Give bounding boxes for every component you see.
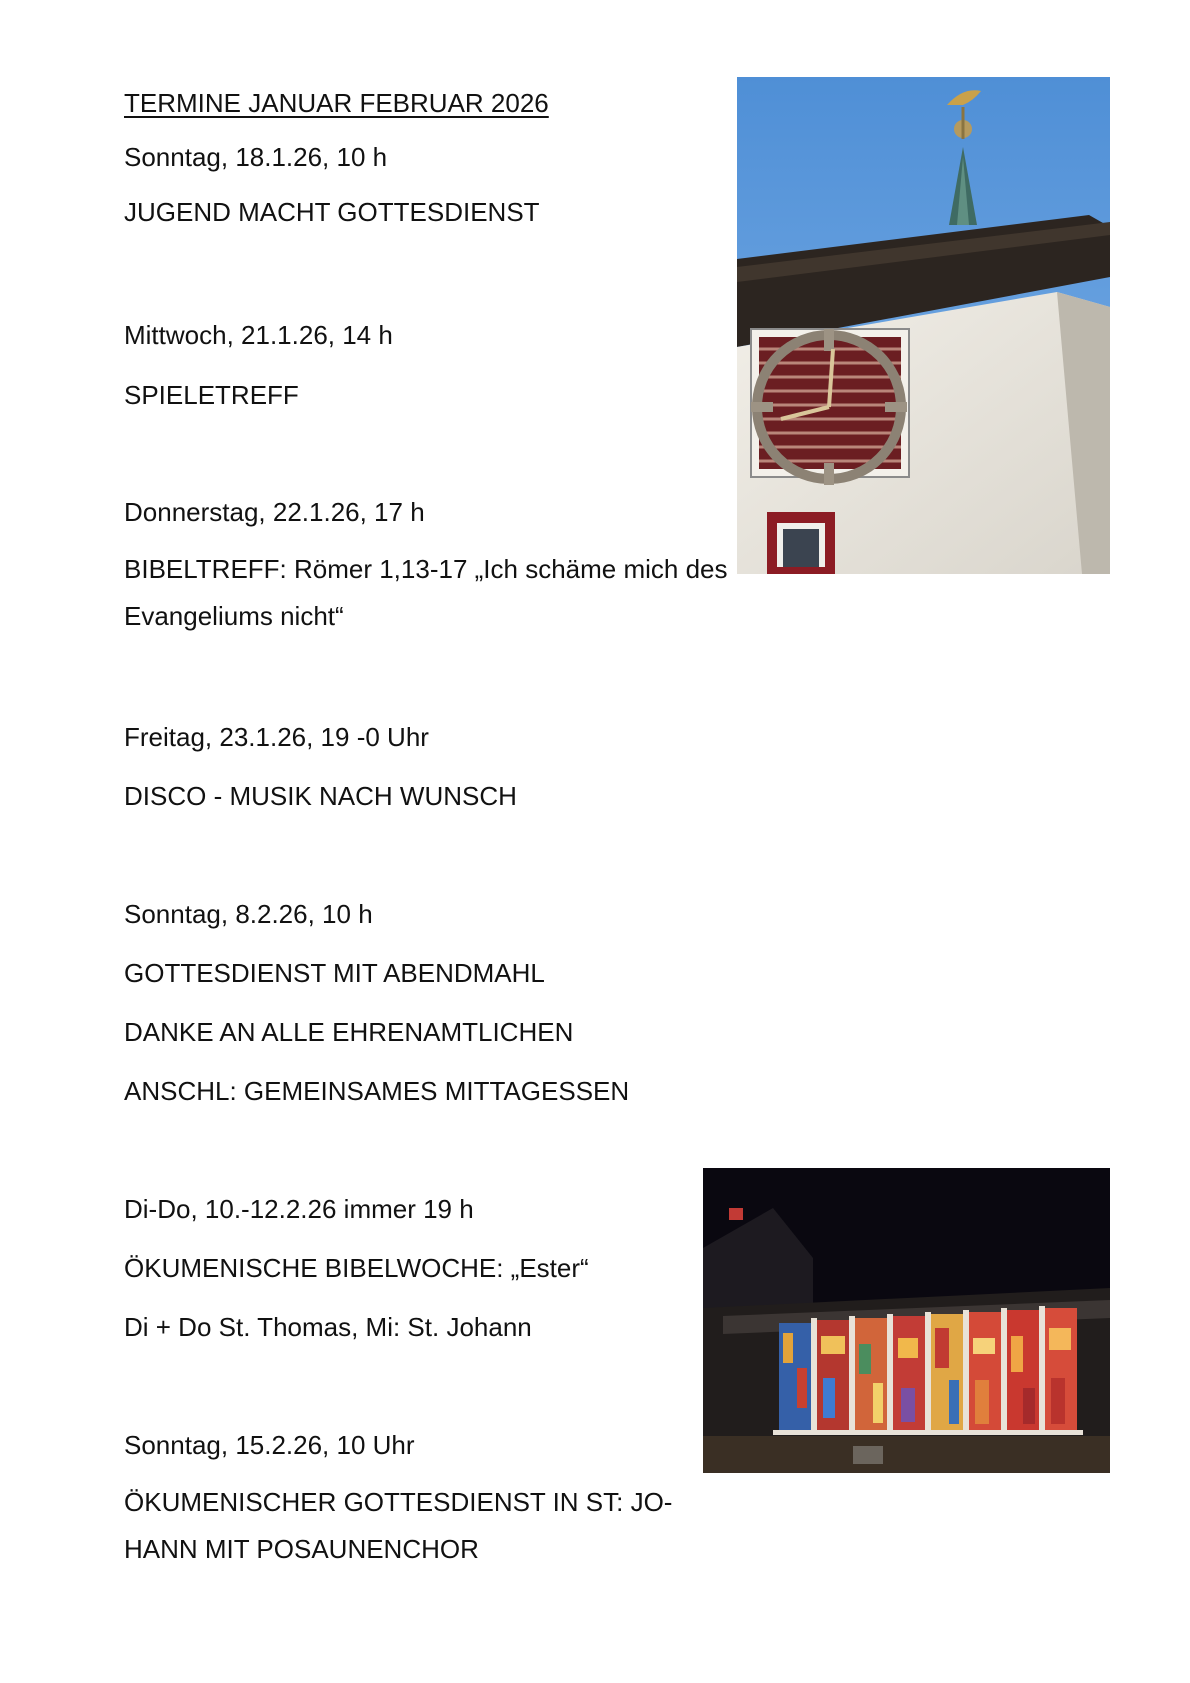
event-4-date: Freitag, 23.1.26, 19 -0 Uhr (124, 722, 429, 752)
event-3-date: Donnerstag, 22.1.26, 17 h (124, 497, 425, 527)
event-6-line-2: Di + Do St. Thomas, Mi: St. Johann (124, 1312, 532, 1342)
event-5-line-2: DANKE AN ALLE EHRENAMTLICHEN (124, 1017, 574, 1047)
stained-glass-photo (703, 1168, 1110, 1473)
event-4-line-1: DISCO - MUSIK NACH WUNSCH (124, 781, 517, 811)
event-5-line-3: ANSCHL: GEMEINSAMES MITTAGESSEN (124, 1076, 630, 1106)
event-6-date: Di-Do, 10.-12.2.26 immer 19 h (124, 1194, 474, 1224)
church-tower-illustration (737, 77, 1110, 574)
church-tower-photo (737, 77, 1110, 574)
event-7-date: Sonntag, 15.2.26, 10 Uhr (124, 1430, 415, 1460)
event-7-line-1: ÖKUMENISCHER GOTTESDIENST IN ST: JO-HANN MIT POSAUNENCHOR (124, 1487, 673, 1564)
event-6-line-1: ÖKUMENISCHE BIBELWOCHE: „Ester“ (124, 1253, 589, 1283)
event-2-date: Mittwoch, 21.1.26, 14 h (124, 320, 393, 350)
event-5-line-1: GOTTESDIENST MIT ABENDMAHL (124, 958, 545, 988)
event-2-line-1: SPIELETREFF (124, 380, 299, 410)
event-5-date: Sonntag, 8.2.26, 10 h (124, 899, 373, 929)
event-3-line-1: BIBELTREFF: Römer 1,13-17 „Ich schäme mich des Evangeliums nicht“ (124, 554, 728, 631)
event-1-line-1: JUGEND MACHT GOTTESDIENST (124, 197, 540, 227)
stained-glass-illustration (703, 1168, 1110, 1473)
page-title: TERMINE JANUAR FEBRUAR 2026 (124, 88, 549, 118)
event-1-date: Sonntag, 18.1.26, 10 h (124, 142, 388, 172)
